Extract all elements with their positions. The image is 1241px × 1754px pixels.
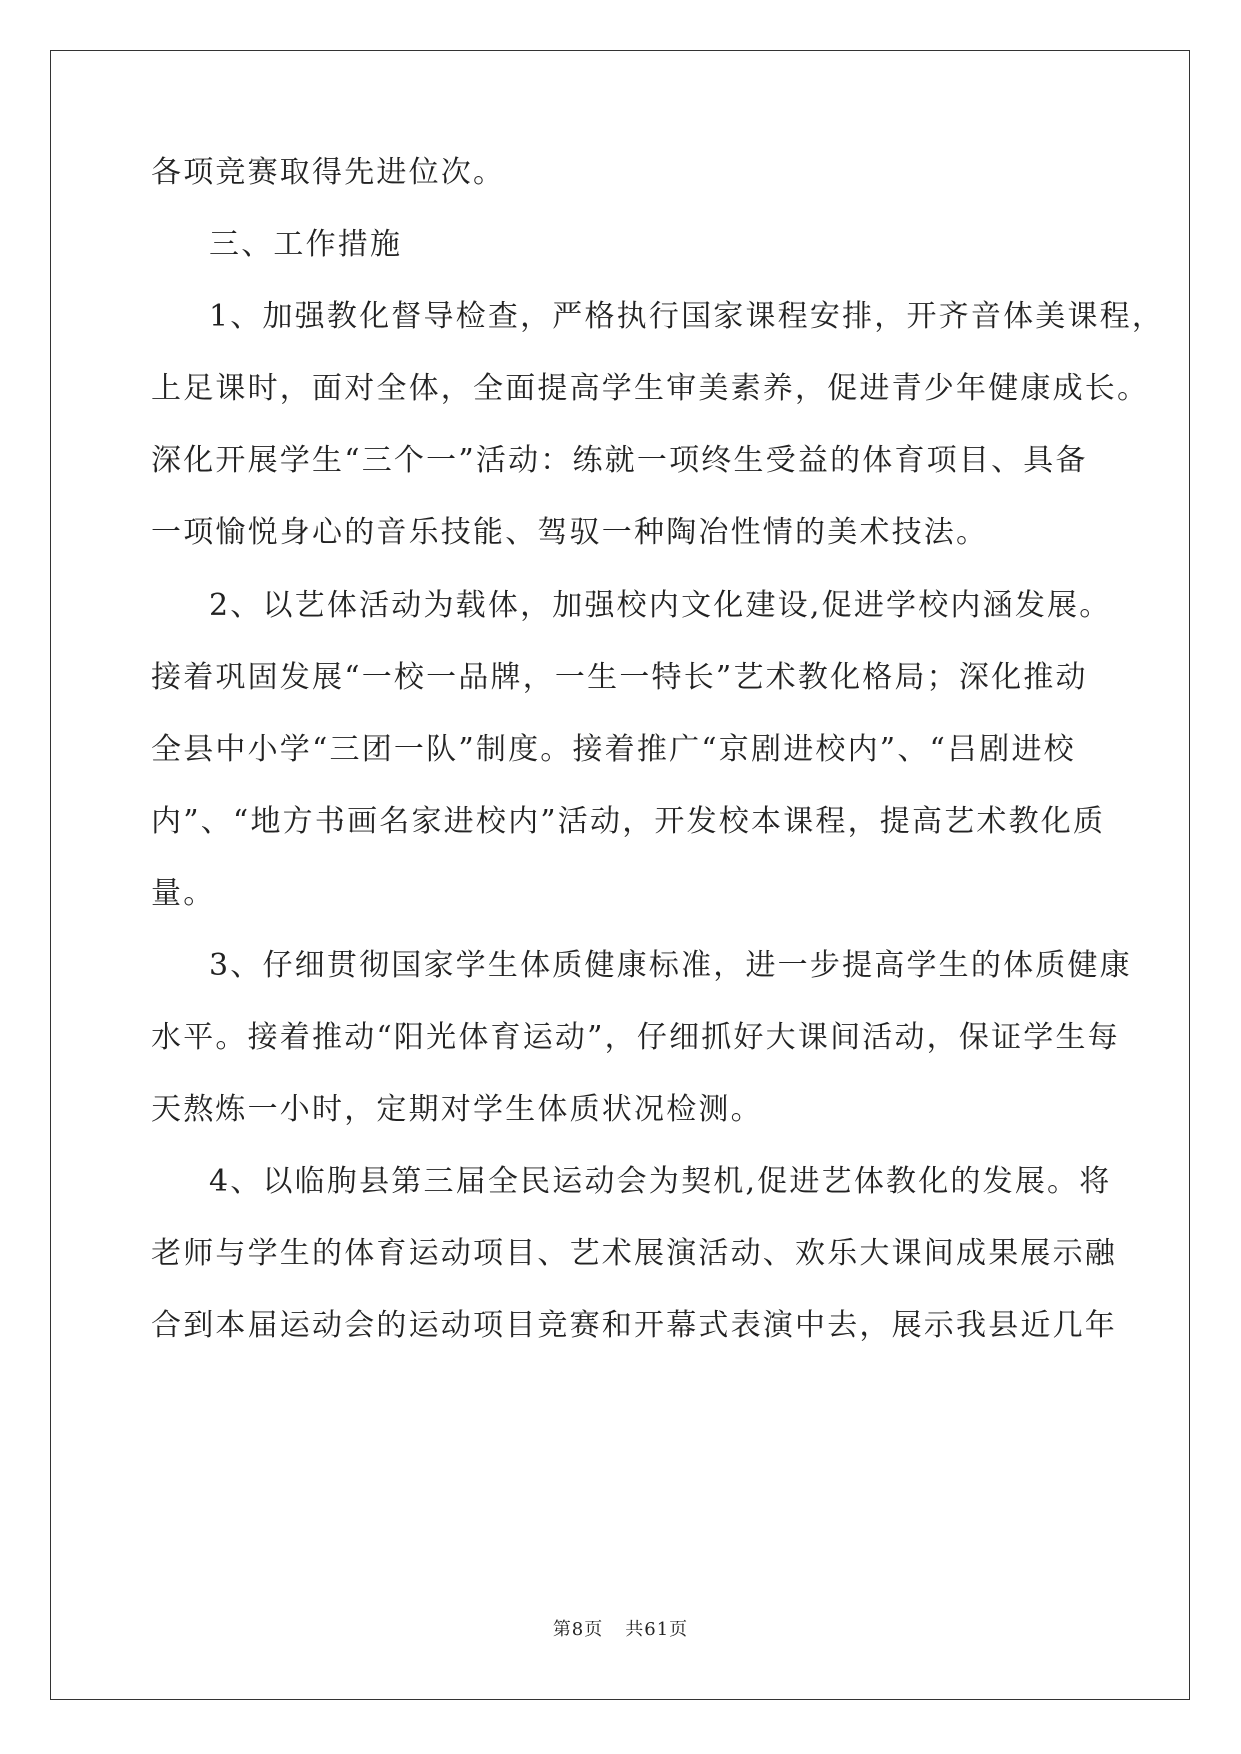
text-line: 量。	[151, 876, 216, 911]
page-footer	[0, 1618, 1241, 1642]
text-line: 1、加强教化督导检查，严格执行国家课程安排，开齐音体美课程，	[209, 299, 1165, 334]
text-line: 内”、“地方书画名家进校内”活动，开发校本课程，提高艺术教化质	[151, 804, 1106, 839]
text-line: 4、以临朐县第三届全民运动会为契机,促进艺体教化的发展。将	[209, 1164, 1112, 1199]
text-line: 全县中小学“三团一队”制度。接着推广“京剧进校内”、“吕剧进校	[151, 732, 1076, 767]
text-line: 老师与学生的体育运动项目、艺术展演活动、欢乐大课间成果展示融	[151, 1236, 1117, 1271]
text-line: 3、仔细贯彻国家学生体质健康标准，进一步提高学生的体质健康	[209, 948, 1132, 983]
text-line: 各项竞赛取得先进位次。	[151, 155, 506, 190]
text-line: 天熬炼一小时，定期对学生体质状况检测。	[151, 1092, 763, 1127]
page-total: 共61页	[625, 1619, 689, 1640]
text-line: 深化开展学生“三个一”活动：练就一项终生受益的体育项目、具备	[151, 443, 1088, 478]
text-line: 接着巩固发展“一校一品牌，一生一特长”艺术教化格局；深化推动	[151, 660, 1088, 695]
text-line: 一项愉悦身心的音乐技能、驾驭一种陶冶性情的美术技法。	[151, 515, 989, 550]
page-number: 第8页	[552, 1619, 604, 1640]
text-line: 2、以艺体活动为载体，加强校内文化建设,促进学校内涵发展。	[209, 588, 1112, 623]
text-line: 水平。接着推动“阳光体育运动”，仔细抓好大课间活动，保证学生每	[151, 1020, 1120, 1055]
text-line: 合到本届运动会的运动项目竞赛和开幕式表演中去，展示我县近几年	[151, 1308, 1117, 1343]
text-line: 上足课时，面对全体，全面提高学生审美素养，促进青少年健康成长。	[151, 371, 1150, 406]
section-heading: 三、工作措施	[209, 227, 403, 262]
